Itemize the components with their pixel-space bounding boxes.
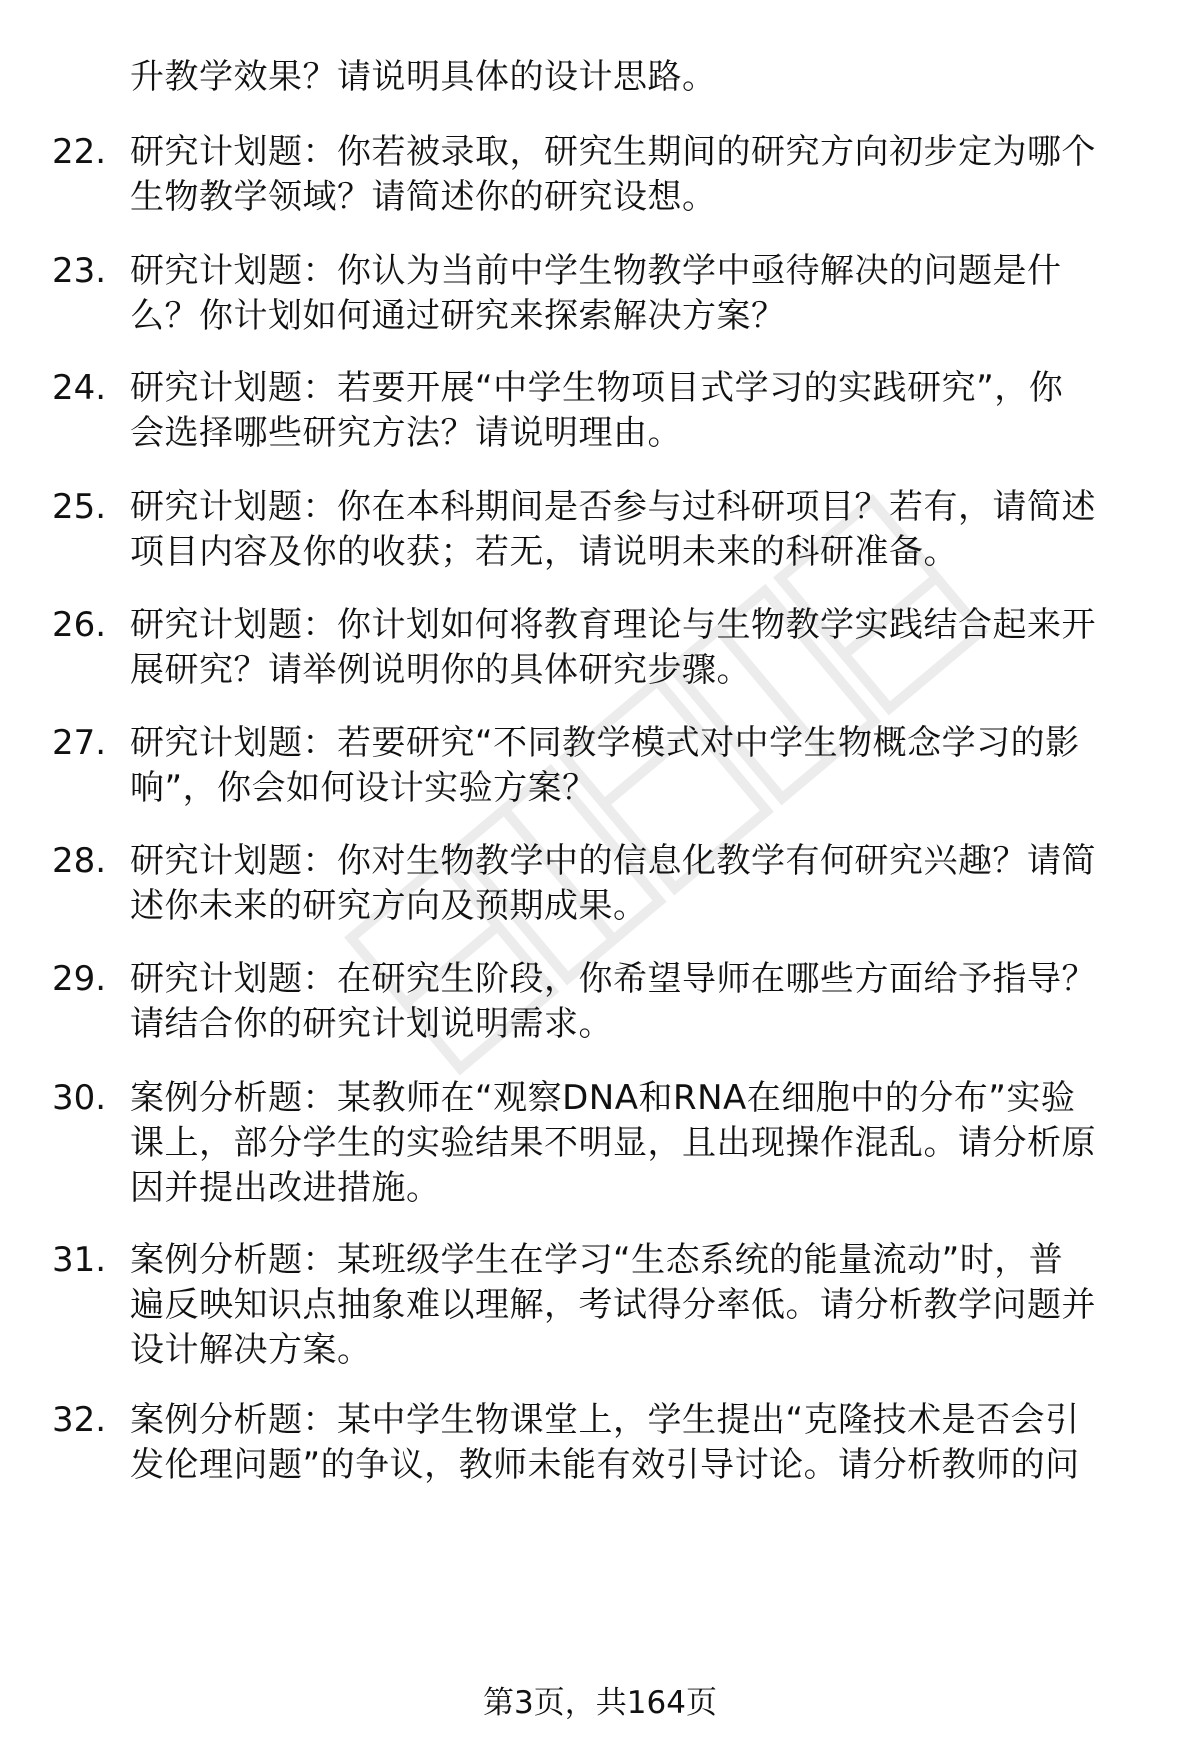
- question-number: 23.: [52, 251, 107, 291]
- question-line: 请结合你的研究计划说明需求。: [130, 1004, 613, 1044]
- question-line: 研究计划题：若要研究“不同教学模式对中学生物概念学习的影: [130, 723, 1080, 763]
- question-line: 述你未来的研究方向及预期成果。: [130, 886, 648, 926]
- question-line: 案例分析题：某教师在“观察DNA和RNA在细胞中的分布”实验: [130, 1078, 1076, 1118]
- question-line: 案例分析题：某中学生物课堂上，学生提出“克隆技术是否会引: [130, 1400, 1080, 1440]
- intro-line: 升教学效果？请说明具体的设计思路。: [130, 57, 717, 97]
- question-line: 项目内容及你的收获；若无，请说明未来的科研准备。: [130, 532, 958, 572]
- question-line: 研究计划题：在研究生阶段，你希望导师在哪些方面给予指导？: [130, 959, 1096, 999]
- question-line: 设计解决方案。: [130, 1330, 372, 1370]
- question-line: 案例分析题：某班级学生在学习“生态系统的能量流动”时，普: [130, 1240, 1064, 1280]
- question-line: 研究计划题：你对生物教学中的信息化教学有何研究兴趣？请简: [130, 841, 1096, 881]
- question-line: 研究计划题：你在本科期间是否参与过科研项目？若有，请简述: [130, 487, 1096, 527]
- question-number: 29.: [52, 959, 107, 999]
- question-number: 32.: [52, 1400, 107, 1440]
- page-footer: 第3页，共164页: [483, 1685, 717, 1721]
- question-line: 研究计划题：若要开展“中学生物项目式学习的实践研究”，你: [130, 368, 1064, 408]
- question-number: 22.: [52, 132, 107, 172]
- question-line: 发伦理问题”的争议，教师未能有效引导讨论。请分析教师的问: [130, 1445, 1080, 1485]
- question-line: 生物教学领域？请简述你的研究设想。: [130, 177, 717, 217]
- question-number: 25.: [52, 487, 107, 527]
- question-line: 会选择哪些研究方法？请说明理由。: [130, 413, 682, 453]
- question-number: 31.: [52, 1240, 107, 1280]
- question-line: 研究计划题：你若被录取，研究生期间的研究方向初步定为哪个: [130, 132, 1096, 172]
- question-number: 24.: [52, 368, 107, 408]
- question-line: 展研究？请举例说明你的具体研究步骤。: [130, 650, 751, 690]
- question-line: 研究计划题：你计划如何将教育理论与生物教学实践结合起来开: [130, 605, 1096, 645]
- question-line: 研究计划题：你认为当前中学生物教学中亟待解决的问题是什: [130, 251, 1062, 291]
- question-number: 30.: [52, 1078, 107, 1118]
- question-line: 课上，部分学生的实验结果不明显，且出现操作混乱。请分析原: [130, 1123, 1096, 1163]
- question-number: 26.: [52, 605, 107, 645]
- question-number: 28.: [52, 841, 107, 881]
- question-line: 响”，你会如何设计实验方案？: [130, 768, 597, 808]
- question-number: 27.: [52, 723, 107, 763]
- question-line: 么？你计划如何通过研究来探索解决方案？: [130, 296, 786, 336]
- question-line: 因并提出改进措施。: [130, 1168, 441, 1208]
- question-line: 遍反映知识点抽象难以理解，考试得分率低。请分析教学问题并: [130, 1285, 1096, 1325]
